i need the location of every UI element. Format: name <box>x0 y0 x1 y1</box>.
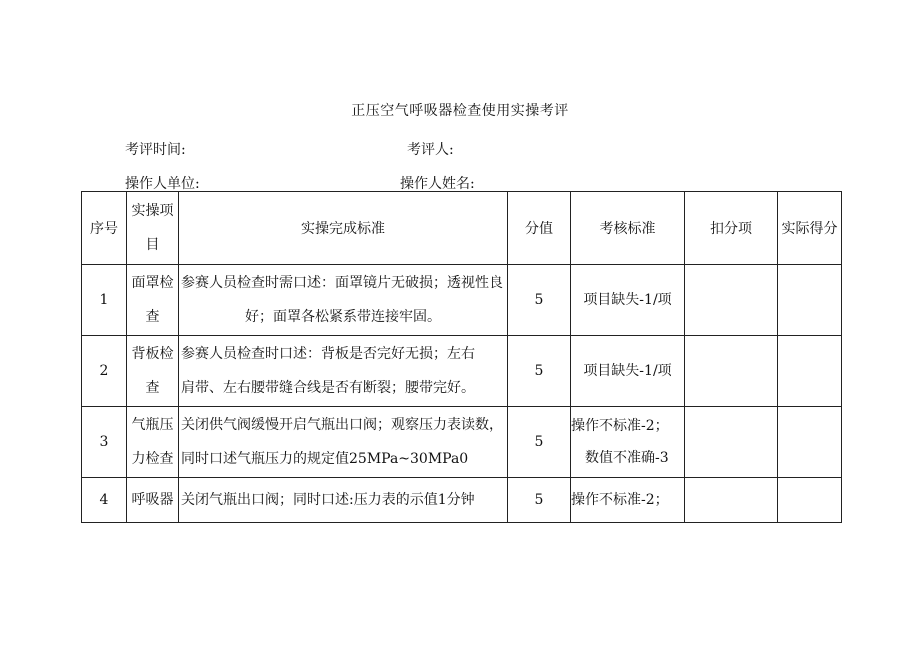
exam-time-label: 考评时间: <box>125 142 186 158</box>
row-standard <box>179 265 508 336</box>
row-score: 5 <box>508 265 571 336</box>
row-item-line1: 面罩检 <box>131 275 174 291</box>
row-item <box>127 336 179 407</box>
table-row <box>82 265 842 336</box>
row-criteria <box>571 407 685 478</box>
header-actual: 实际得分 <box>778 192 842 265</box>
row-standard-line1: 关闭供气阀缓慢开启气瓶出口阀；观察压力表读数， <box>181 417 503 433</box>
header-score: 分值 <box>508 192 571 265</box>
assessment-table <box>81 191 842 523</box>
row-standard <box>179 336 508 407</box>
operator-name-label: 操作人姓名: <box>400 176 475 192</box>
table-row <box>82 336 842 407</box>
row-deduction-cell[interactable] <box>685 407 778 478</box>
header-standard: 实操完成标准 <box>179 192 508 265</box>
row-item-line2: 力检查 <box>131 451 174 467</box>
row-criteria: 操作不标准-2； <box>571 478 685 523</box>
row-actual-cell[interactable] <box>778 407 842 478</box>
row-standard <box>179 407 508 478</box>
row-score: 5 <box>508 407 571 478</box>
operator-unit-label: 操作人单位: <box>125 176 200 192</box>
row-score: 5 <box>508 478 571 523</box>
table-row <box>82 407 842 478</box>
row-item <box>127 265 179 336</box>
row-criteria: 项目缺失-1/项 <box>571 336 685 407</box>
row-item: 呼吸器 <box>127 478 179 523</box>
row-seq: 3 <box>82 407 127 478</box>
row-seq: 1 <box>82 265 127 336</box>
row-item <box>127 407 179 478</box>
row-item-line2: 查 <box>145 309 160 325</box>
header-item <box>127 192 179 265</box>
row-deduction-cell[interactable] <box>685 336 778 407</box>
table-row <box>82 478 842 523</box>
row-actual-cell[interactable] <box>778 336 842 407</box>
header-seq: 序号 <box>82 192 127 265</box>
header-criteria: 考核标准 <box>571 192 685 265</box>
row-criteria-line2: 数值不准确-3 <box>585 450 669 466</box>
row-item-line1: 背板检 <box>131 346 174 362</box>
row-item-line1: 气瓶压 <box>131 417 174 433</box>
header-deduction: 扣分项 <box>685 192 778 265</box>
row-standard-line2: 好；面罩各松紧系带连接牢固。 <box>245 309 441 325</box>
row-deduction-cell[interactable] <box>685 478 778 523</box>
row-standard: 关闭气瓶出口阀；同时口述:压力表的示值1分钟 <box>179 478 508 523</box>
row-seq: 2 <box>82 336 127 407</box>
row-criteria: 项目缺失-1/项 <box>571 265 685 336</box>
document-title: 正压空气呼吸器检查使用实操考评 <box>351 103 569 119</box>
row-criteria-line1: 操作不标准-2； <box>571 418 669 434</box>
row-standard-line1: 参赛人员检查时需口述：面罩镜片无破损；透视性良 <box>181 275 503 291</box>
row-standard-line2: 肩带、左右腰带缝合线是否有断裂；腰带完好。 <box>181 380 475 396</box>
table-header-row <box>82 192 842 265</box>
row-actual-cell[interactable] <box>778 265 842 336</box>
row-seq: 4 <box>82 478 127 523</box>
header-item-line2: 目 <box>145 237 160 253</box>
row-standard-line2: 同时口述气瓶压力的规定值25MPa~30MPa0 <box>181 451 469 467</box>
examiner-label: 考评人: <box>407 142 454 158</box>
row-item-line2: 查 <box>145 380 160 396</box>
row-score: 5 <box>508 336 571 407</box>
row-actual-cell[interactable] <box>778 478 842 523</box>
header-item-line1: 实操项 <box>131 203 174 219</box>
row-standard-line1: 参赛人员检查时口述：背板是否完好无损；左右 <box>181 346 475 362</box>
row-deduction-cell[interactable] <box>685 265 778 336</box>
